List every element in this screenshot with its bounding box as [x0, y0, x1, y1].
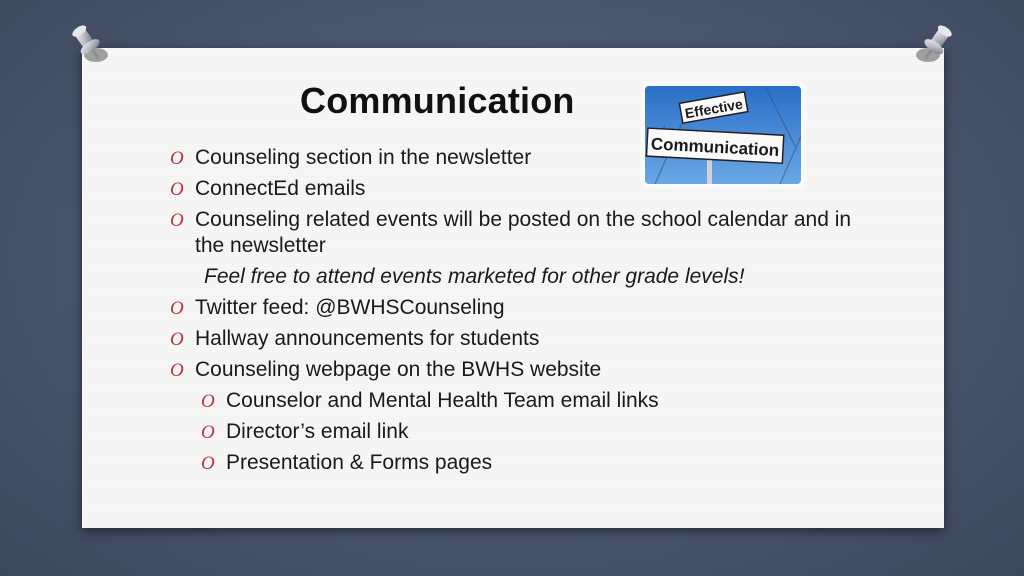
note-text: Feel free to attend events marketed for other grade levels! — [204, 265, 745, 288]
list-item — [170, 326, 870, 352]
image-sign-effective: Effective — [683, 95, 744, 122]
slide-title: Communication — [300, 80, 575, 121]
bullet-marker-icon: O — [170, 329, 184, 350]
bullet-marker-icon: O — [170, 148, 184, 169]
list-item — [170, 145, 870, 171]
list-item-text: Director’s email link — [226, 420, 409, 443]
list-item — [170, 357, 870, 383]
bullet-marker-icon: O — [201, 422, 215, 443]
bullet-marker-icon: O — [201, 453, 215, 474]
list-item-text: Counseling section in the newsletter — [195, 146, 532, 169]
list-item-text: Twitter feed: @BWHSCounseling — [195, 296, 505, 319]
sub-list-item — [170, 419, 870, 445]
bullet-marker-icon: O — [170, 360, 184, 381]
list-item-text: Counseling webpage on the BWHS website — [195, 358, 602, 381]
list-item-text: Presentation & Forms pages — [226, 451, 493, 474]
list-item-text: ConnectEd emails — [195, 177, 366, 200]
bullet-marker-icon: O — [201, 391, 215, 412]
bullet-marker-icon: O — [170, 298, 184, 319]
bullet-marker-icon: O — [170, 179, 184, 200]
image-sign-communication: Communication — [650, 134, 780, 161]
bullet-list — [170, 145, 870, 481]
list-item-text: Counseling related events will be posted on the school calendar and in the newsletter — [195, 208, 852, 257]
list-item — [170, 176, 870, 202]
list-item-note — [170, 264, 870, 290]
pushpin-right-icon — [912, 22, 958, 68]
list-item — [170, 295, 870, 321]
list-item — [170, 207, 870, 259]
sub-list-item — [170, 450, 870, 476]
list-item-text: Counselor and Mental Health Team email links — [226, 389, 659, 412]
list-item-text: Hallway announcements for students — [195, 327, 540, 350]
pushpin-left-icon — [66, 22, 112, 68]
bullet-marker-icon: O — [170, 210, 184, 231]
sub-list-item — [170, 388, 870, 414]
